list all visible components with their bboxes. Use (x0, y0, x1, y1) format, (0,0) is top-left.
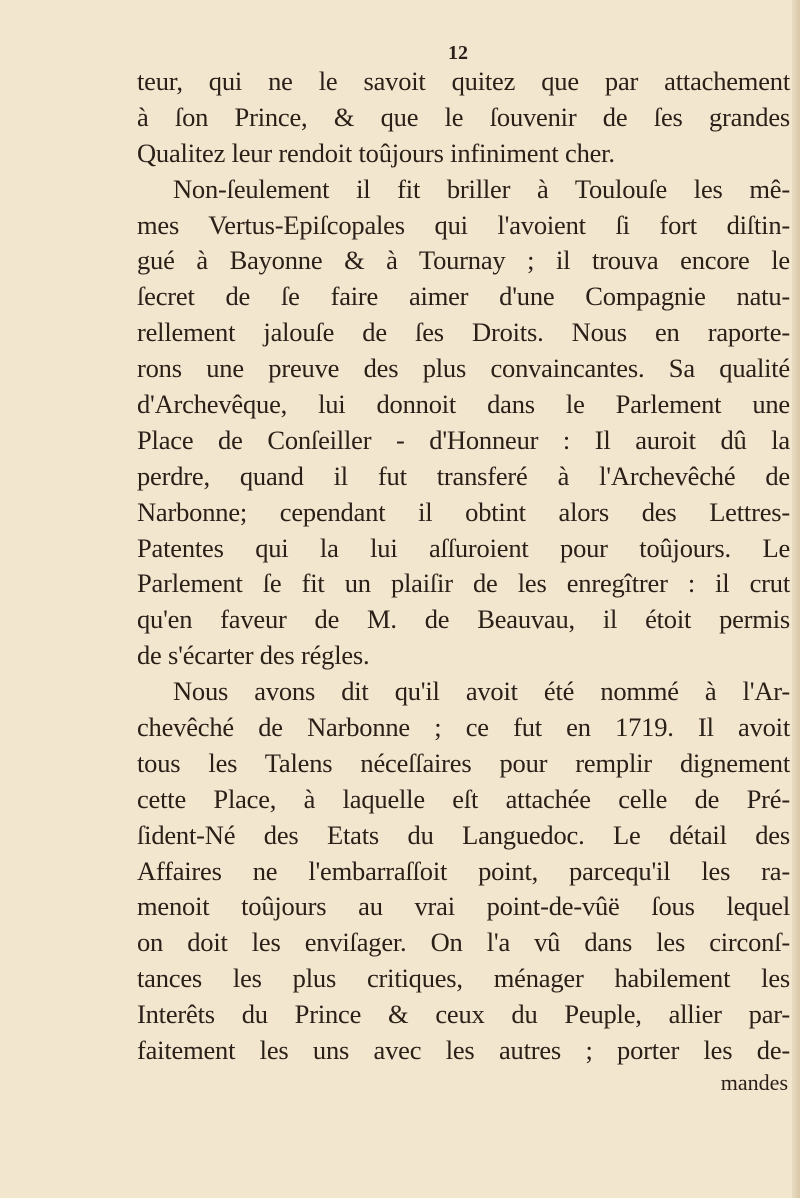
text-line: Qualitez leur rendoit toûjours infiniment cher. (137, 137, 615, 168)
text-line: menoit toûjours au vrai point-de-vûë ſous lequel (137, 891, 790, 922)
text-line: Interêts du Prince & ceux du Peuple, allier par- (137, 999, 790, 1030)
text-line: d'Archevêque, lui donnoit dans le Parlement une (137, 389, 790, 420)
text-line: faitement les uns avec les autres ; porter les de- (137, 1035, 790, 1066)
text-line: de s'écarter des régles. (137, 640, 370, 671)
text-line: on doit les enviſager. On l'a vû dans les circonſ- (137, 927, 790, 958)
text-line: mes Vertus-Epiſcopales qui l'avoient ſi fort diſtin- (137, 209, 790, 240)
page-number: 12 (448, 42, 468, 64)
text-line: Affaires ne l'embarraſſoit point, parcequ'il les ra- (137, 855, 790, 886)
text-line: teur, qui ne le savoit quitez que par attachement (137, 66, 790, 96)
text-line: Parlement ſe fit un plaiſir de les enregîtrer : il crut (137, 568, 790, 599)
catchword: mandes (720, 1070, 788, 1095)
text-line: Non-ſeulement il fit briller à Toulouſe les mê- (173, 173, 790, 204)
body-text (137, 64, 790, 1069)
text-line: Narbonne; cependant il obtint alors des Lettres- (137, 496, 790, 527)
page-edge (792, 0, 800, 1198)
text-line: rellement jalouſe de ſes Droits. Nous en raporte- (137, 317, 790, 348)
text-line: chevêché de Narbonne ; ce fut en 1719. Il avoit (137, 712, 790, 743)
text-line: qu'en faveur de M. de Beauvau, il étoit permis (137, 604, 790, 635)
text-line: tous les Talens néceſſaires pour remplir dignement (137, 747, 790, 778)
text-line: Place de Conſeiller - d'Honneur : Il auroit dû la (137, 424, 790, 455)
text-line: cette Place, à laquelle eſt attachée celle de Pré- (137, 783, 790, 814)
text-line: tances les plus critiques, ménager habilement les (137, 963, 790, 994)
text-line: perdre, quand il fut transferé à l'Archevêché de (137, 460, 790, 491)
text-line: à ſon Prince, & que le ſouvenir de ſes grandes (137, 101, 790, 132)
text-line: Nous avons dit qu'il avoit été nommé à l'Ar- (173, 676, 790, 707)
text-line: rons une preuve des plus convaincantes. Sa qualité (137, 353, 790, 384)
text-line: ſident-Né des Etats du Languedoc. Le détail des (137, 819, 790, 850)
text-line: ſecret de ſe faire aimer d'une Compagnie natu- (137, 281, 790, 312)
text-line: Patentes qui la lui aſſuroient pour toûjours. Le (137, 532, 790, 563)
text-line: gué à Bayonne & à Tournay ; il trouva encore le (137, 245, 790, 276)
